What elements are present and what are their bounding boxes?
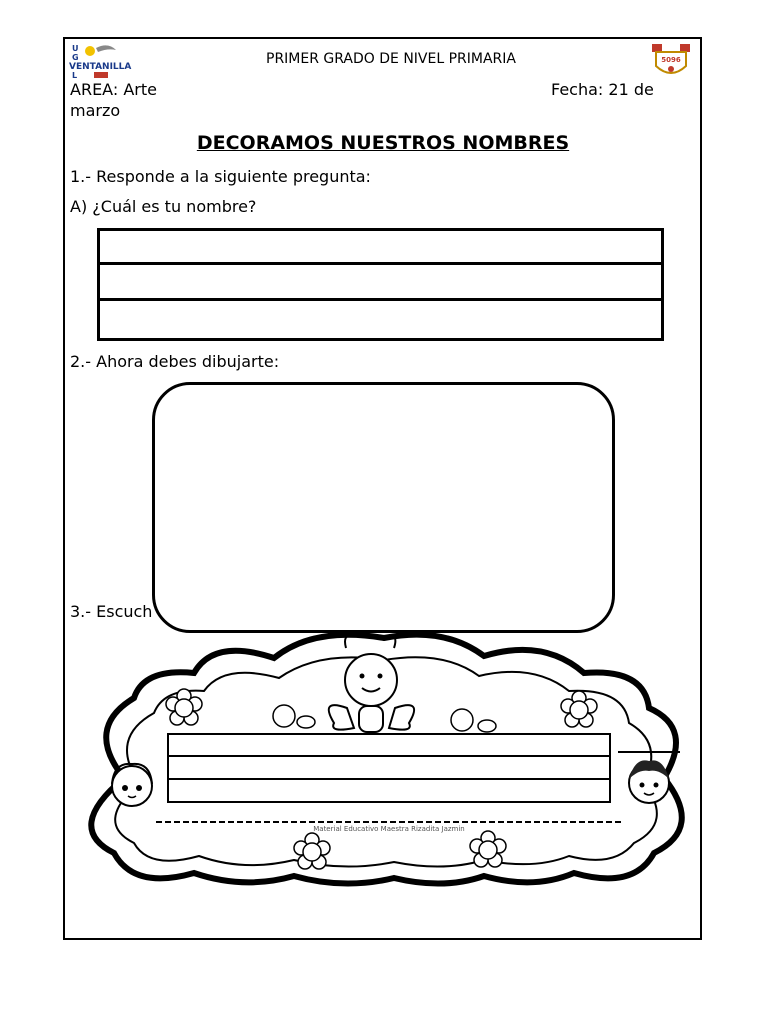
question-3: 3.- Escuch xyxy=(70,602,153,621)
page-title: DECORAMOS NUESTROS NOMBRES xyxy=(196,132,570,154)
name-writing-box[interactable] xyxy=(97,228,664,341)
date-label: Fecha: 21 de xyxy=(551,80,654,99)
svg-text:5096: 5096 xyxy=(661,56,681,64)
writing-line xyxy=(100,262,661,265)
area-label: AREA: Arte xyxy=(70,80,157,99)
svg-text:G: G xyxy=(72,53,79,62)
school-crest-icon xyxy=(650,42,692,80)
svg-text:L: L xyxy=(72,71,78,80)
cloud-name-frame xyxy=(64,628,704,890)
self-portrait-drawing-box[interactable] xyxy=(152,382,615,633)
boy-face-icon xyxy=(629,760,669,803)
area-continuation: marzo xyxy=(70,101,121,120)
svg-text:U: U xyxy=(72,44,79,53)
svg-text:VENTANILLA: VENTANILLA xyxy=(69,62,132,72)
header-title: PRIMER GRADO DE NIVEL PRIMARIA xyxy=(266,51,516,67)
question-1a: A) ¿Cuál es tu nombre? xyxy=(70,197,257,216)
cloud-footer-text: Material Educativo Maestra Rizadita Jazmin xyxy=(313,825,465,833)
question-2: 2.- Ahora debes dibujarte: xyxy=(70,352,280,371)
writing-line xyxy=(100,298,661,301)
question-1: 1.- Responde a la siguiente pregunta: xyxy=(70,167,371,186)
